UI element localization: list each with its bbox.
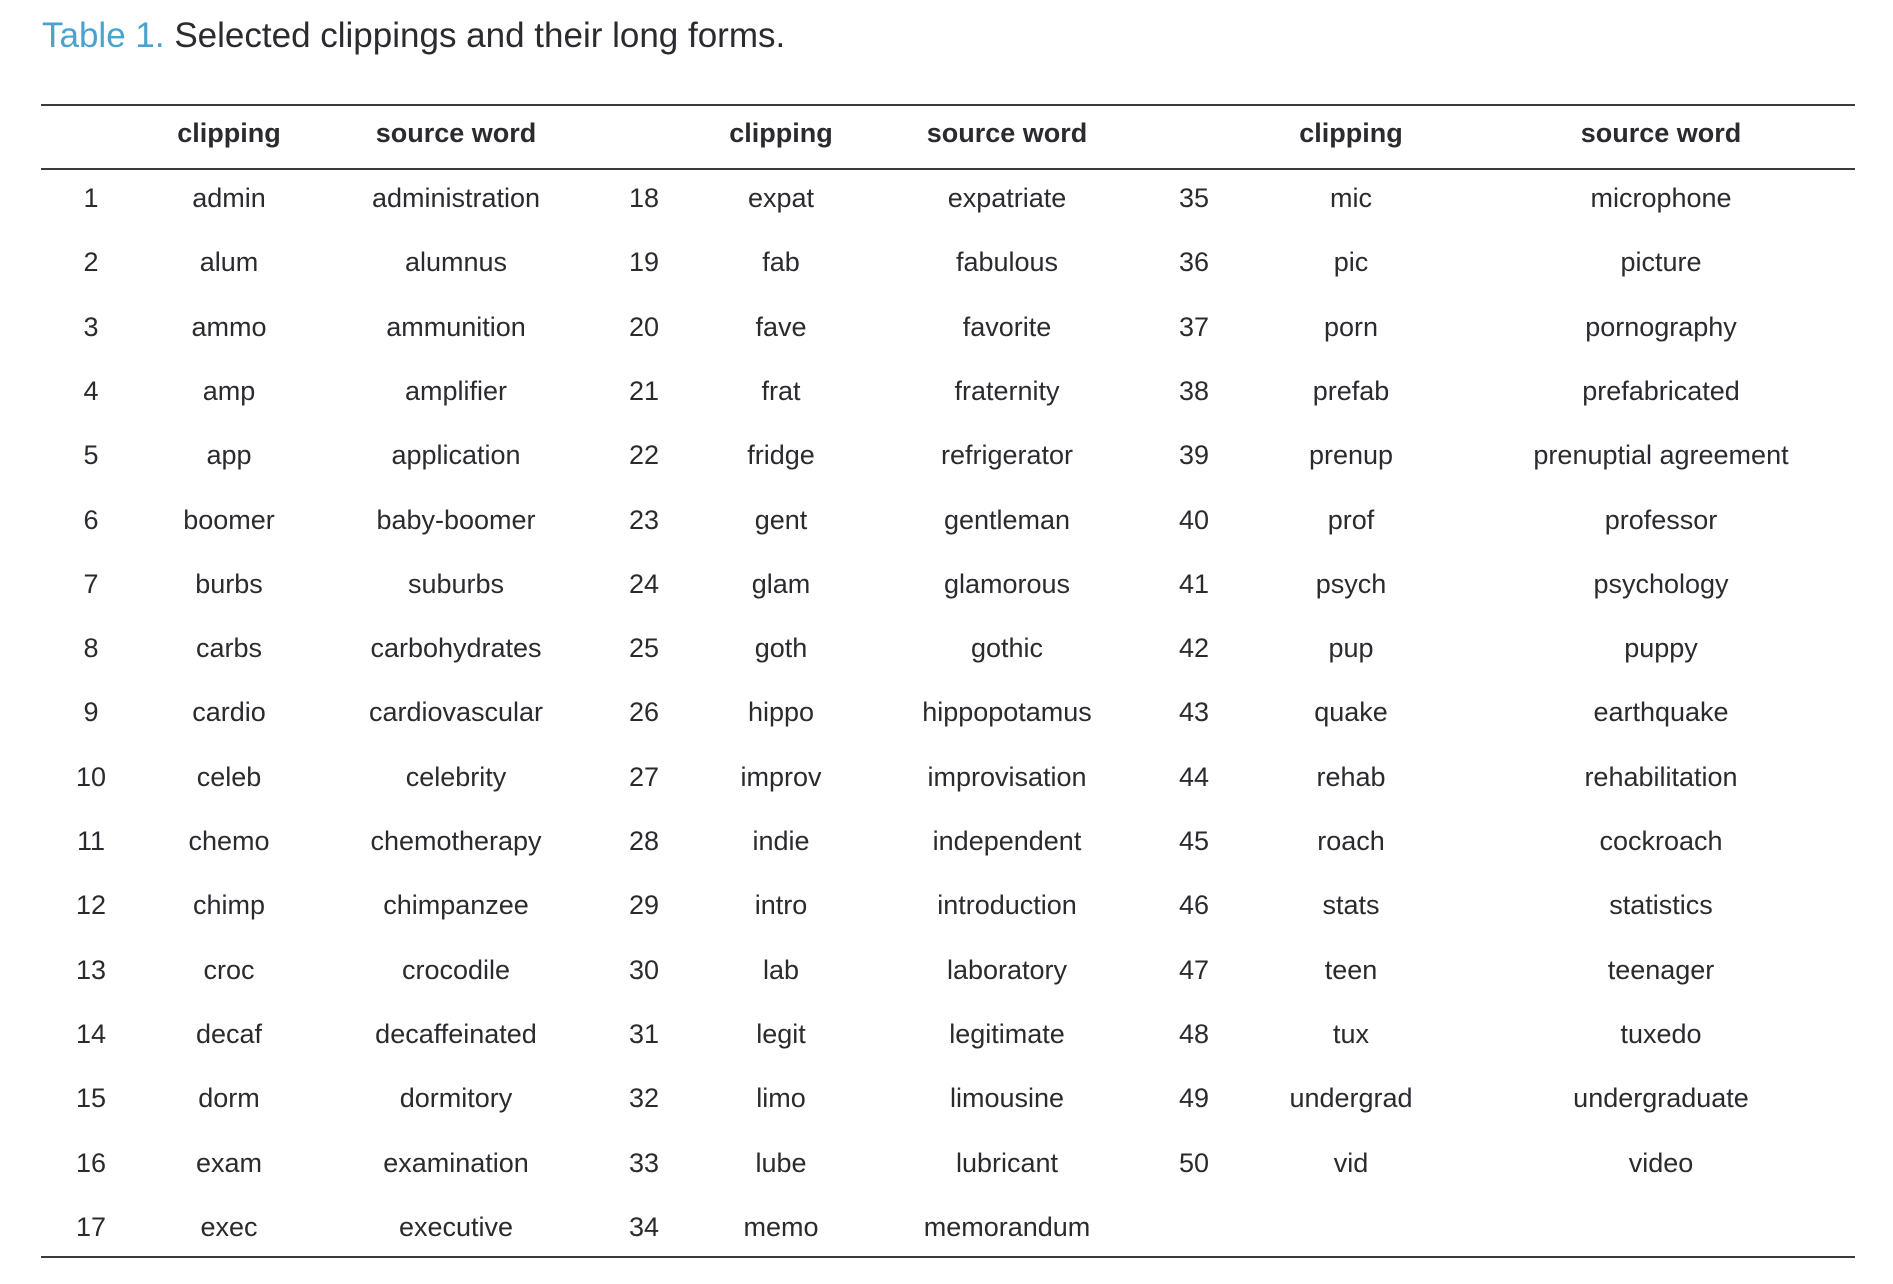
source-word-cell: baby-boomer bbox=[376, 504, 536, 535]
row-number: 21 bbox=[628, 375, 660, 406]
clipping-cell: glam bbox=[751, 568, 811, 599]
clipping-cell: tux bbox=[1332, 1018, 1370, 1049]
row-number: 28 bbox=[628, 826, 660, 856]
source-word-cell: expatriate bbox=[947, 183, 1067, 213]
source-word-cell: cardiovascular bbox=[368, 697, 544, 728]
row-number: 38 bbox=[1178, 375, 1210, 406]
source-word-cell: legitimate bbox=[949, 1018, 1065, 1049]
clipping-cell: lab bbox=[762, 954, 800, 985]
source-word-cell: favorite bbox=[962, 311, 1052, 342]
row-number: 19 bbox=[628, 247, 660, 278]
clipping-cell: carbs bbox=[195, 633, 263, 664]
source-word-cell: prefabricated bbox=[1582, 375, 1740, 406]
clipping-cell: ammo bbox=[191, 311, 267, 342]
row-number: 24 bbox=[628, 568, 660, 599]
row-number: 48 bbox=[1178, 1018, 1210, 1049]
source-word-cell: glamorous bbox=[943, 568, 1071, 599]
clipping-cell: frat bbox=[761, 375, 801, 406]
row-number: 31 bbox=[628, 1018, 660, 1049]
row-number: 49 bbox=[1178, 1083, 1210, 1114]
row-number: 13 bbox=[75, 954, 107, 985]
source-word-cell: psychology bbox=[1593, 568, 1729, 599]
source-word-cell: decaffeinated bbox=[375, 1018, 537, 1049]
row-number: 18 bbox=[628, 183, 660, 213]
clipping-cell: dorm bbox=[198, 1083, 260, 1114]
clipping-cell: admin bbox=[192, 183, 266, 213]
clipping-cell: vid bbox=[1333, 1147, 1369, 1178]
clipping-cell: rehab bbox=[1316, 761, 1386, 792]
clipping-cell: chimp bbox=[192, 890, 266, 921]
clipping-cell: undergrad bbox=[1289, 1083, 1413, 1114]
row-number: 14 bbox=[75, 1018, 107, 1049]
source-word-cell: hippopotamus bbox=[922, 697, 1092, 728]
source-word-cell: picture bbox=[1620, 247, 1702, 278]
clipping-cell: goth bbox=[754, 633, 808, 664]
row-number: 29 bbox=[628, 890, 660, 921]
clipping-cell: croc bbox=[203, 954, 255, 985]
clipping-cell: exec bbox=[200, 1211, 258, 1242]
source-word-cell: microphone bbox=[1590, 183, 1732, 213]
table-caption bbox=[42, 12, 785, 60]
source-word-cell: earthquake bbox=[1593, 697, 1729, 728]
source-word-cell: pornography bbox=[1585, 311, 1737, 342]
row-number: 33 bbox=[628, 1147, 660, 1178]
row-number: 27 bbox=[628, 761, 660, 792]
row-number: 32 bbox=[628, 1083, 660, 1114]
source-word-cell: memorandum bbox=[923, 1211, 1091, 1242]
clipping-cell: pic bbox=[1333, 247, 1369, 278]
source-word-cell: improvisation bbox=[927, 761, 1087, 792]
source-word-cell: fraternity bbox=[954, 375, 1060, 406]
source-word-cell: independent bbox=[932, 826, 1082, 856]
source-word-cell: undergraduate bbox=[1573, 1083, 1749, 1114]
caption-text: Selected clippings and their long forms. bbox=[174, 16, 786, 55]
row-number: 34 bbox=[628, 1211, 660, 1242]
clipping-cell: psych bbox=[1315, 568, 1387, 599]
row-number: 44 bbox=[1178, 761, 1210, 792]
row-number: 11 bbox=[76, 826, 106, 856]
bottom-rule bbox=[41, 1256, 1855, 1258]
clipping-cell: burbs bbox=[195, 568, 263, 599]
clipping-cell: quake bbox=[1314, 697, 1388, 728]
clipping-cell: stats bbox=[1322, 890, 1380, 921]
row-number: 3 bbox=[83, 311, 99, 342]
row-number: 10 bbox=[75, 761, 107, 792]
row-number: 39 bbox=[1178, 440, 1210, 471]
row-number: 16 bbox=[75, 1147, 107, 1178]
row-number: 36 bbox=[1178, 247, 1210, 278]
source-word-cell: amplifier bbox=[404, 375, 508, 406]
clipping-cell: hippo bbox=[747, 697, 815, 728]
source-word-cell: puppy bbox=[1624, 633, 1698, 664]
row-number: 5 bbox=[83, 440, 99, 471]
header-clipping-2: clipping bbox=[729, 118, 833, 148]
clipping-cell: memo bbox=[743, 1211, 819, 1242]
row-number: 35 bbox=[1178, 183, 1210, 213]
row-number: 2 bbox=[83, 247, 99, 278]
row-number: 17 bbox=[75, 1211, 107, 1242]
source-word-cell: teenager bbox=[1607, 954, 1715, 985]
source-word-cell: laboratory bbox=[946, 954, 1068, 985]
source-word-cell: application bbox=[391, 440, 521, 471]
header-source-word-2: source word bbox=[926, 118, 1088, 148]
source-word-cell: executive bbox=[398, 1211, 514, 1242]
clipping-cell: limo bbox=[756, 1083, 806, 1114]
row-number: 30 bbox=[628, 954, 660, 985]
clipping-cell: prof bbox=[1327, 504, 1375, 535]
row-number: 43 bbox=[1178, 697, 1210, 728]
row-number: 15 bbox=[75, 1083, 107, 1114]
source-word-cell: administration bbox=[371, 183, 541, 213]
clipping-cell: indie bbox=[752, 826, 810, 856]
source-word-cell: rehabilitation bbox=[1584, 761, 1738, 792]
source-word-cell: lubricant bbox=[955, 1147, 1059, 1178]
clipping-cell: app bbox=[206, 440, 252, 471]
clipping-cell: exam bbox=[195, 1147, 263, 1178]
clipping-cell: lube bbox=[755, 1147, 807, 1178]
clipping-cell: teen bbox=[1324, 954, 1378, 985]
clipping-cell: pup bbox=[1328, 633, 1374, 664]
row-number: 25 bbox=[628, 633, 660, 664]
source-word-cell: video bbox=[1628, 1147, 1694, 1178]
source-word-cell: chemotherapy bbox=[370, 826, 542, 856]
row-number: 47 bbox=[1178, 954, 1210, 985]
clipping-cell: porn bbox=[1323, 311, 1379, 342]
clipping-cell: prefab bbox=[1312, 375, 1390, 406]
source-word-cell: suburbs bbox=[407, 568, 505, 599]
clipping-cell: mic bbox=[1330, 183, 1372, 213]
top-rule bbox=[41, 104, 1855, 106]
source-word-cell: professor bbox=[1604, 504, 1718, 535]
clipping-cell: decaf bbox=[195, 1018, 263, 1049]
clipping-cell: amp bbox=[202, 375, 256, 406]
clipping-cell: boomer bbox=[183, 504, 275, 535]
clipping-cell: prenup bbox=[1308, 440, 1394, 471]
source-word-cell: limousine bbox=[949, 1083, 1065, 1114]
source-word-cell: dormitory bbox=[399, 1083, 513, 1114]
source-word-cell: introduction bbox=[937, 890, 1077, 921]
header-clipping-1: clipping bbox=[177, 118, 281, 148]
row-number: 37 bbox=[1178, 311, 1210, 342]
source-word-cell: examination bbox=[383, 1147, 529, 1178]
row-number: 45 bbox=[1178, 826, 1210, 856]
row-number: 20 bbox=[628, 311, 660, 342]
clipping-cell: alum bbox=[199, 247, 259, 278]
row-number: 9 bbox=[83, 697, 99, 728]
source-word-cell: prenuptial agreement bbox=[1533, 440, 1789, 471]
clipping-cell: fave bbox=[755, 311, 807, 342]
clipping-cell: fab bbox=[762, 247, 800, 278]
row-number: 8 bbox=[83, 633, 99, 664]
source-word-cell: gentleman bbox=[943, 504, 1071, 535]
source-word-cell: fabulous bbox=[955, 247, 1059, 278]
source-word-cell: celebrity bbox=[405, 761, 507, 792]
source-word-cell: statistics bbox=[1609, 890, 1713, 921]
source-word-cell: crocodile bbox=[401, 954, 511, 985]
row-number: 12 bbox=[75, 890, 107, 921]
clipping-cell: celeb bbox=[196, 761, 262, 792]
source-word-cell: alumnus bbox=[404, 247, 508, 278]
row-number: 23 bbox=[628, 504, 660, 535]
caption-label: Table 1. bbox=[42, 16, 165, 55]
clipping-cell: cardio bbox=[192, 697, 266, 728]
source-word-cell: cockroach bbox=[1599, 826, 1723, 856]
clipping-cell: roach bbox=[1317, 826, 1385, 856]
source-word-cell: carbohydrates bbox=[370, 633, 542, 664]
header-source-word-3: source word bbox=[1580, 118, 1742, 148]
header-rule bbox=[41, 168, 1855, 170]
clipping-cell: improv bbox=[740, 761, 822, 792]
clipping-cell: expat bbox=[747, 183, 815, 213]
clipping-cell: legit bbox=[756, 1018, 806, 1049]
header-clipping-3: clipping bbox=[1299, 118, 1403, 148]
clipping-cell: intro bbox=[754, 890, 808, 921]
source-word-cell: chimpanzee bbox=[383, 890, 529, 921]
row-number: 1 bbox=[83, 183, 99, 213]
row-number: 6 bbox=[83, 504, 99, 535]
source-word-cell: gothic bbox=[970, 633, 1044, 664]
row-number: 41 bbox=[1178, 568, 1210, 599]
clipping-cell: gent bbox=[754, 504, 808, 535]
row-number: 26 bbox=[628, 697, 660, 728]
row-number: 50 bbox=[1178, 1147, 1210, 1178]
row-number: 42 bbox=[1178, 633, 1210, 664]
clipping-cell: chemo bbox=[188, 826, 270, 856]
row-number: 4 bbox=[83, 375, 99, 406]
header-source-word-1: source word bbox=[375, 118, 537, 148]
source-word-cell: refrigerator bbox=[940, 440, 1074, 471]
source-word-cell: tuxedo bbox=[1620, 1018, 1702, 1049]
row-number: 46 bbox=[1178, 890, 1210, 921]
row-number: 22 bbox=[628, 440, 660, 471]
source-word-cell: ammunition bbox=[386, 311, 526, 342]
clipping-cell: fridge bbox=[747, 440, 815, 471]
row-number: 7 bbox=[83, 568, 99, 599]
row-number: 40 bbox=[1178, 504, 1210, 535]
